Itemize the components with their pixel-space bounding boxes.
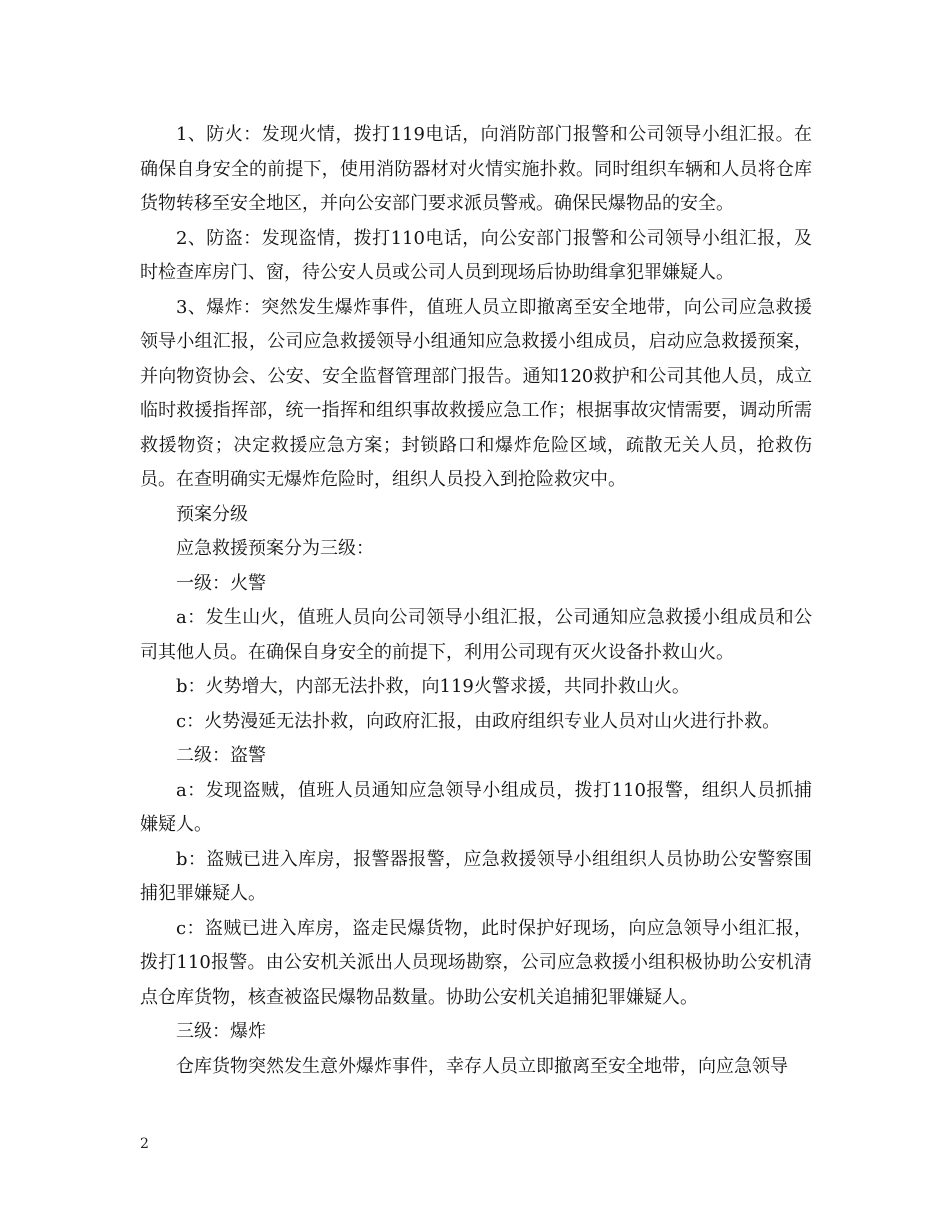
fire-item-b: b：火势增大，内部无法扑救，向119火警求援，共同扑救山火。 bbox=[176, 676, 690, 697]
document-body bbox=[140, 118, 812, 1084]
theft-item-c: c：盗贼已进入库房，盗走民爆货物，此时保护好现场，向应急领导小组汇报，拨打110报警。由公安机关派出人员现场勘察，公司应急救援小组积极协助公安机清点仓库货物，核查被盗民爆物品数量。协助公安机关追捕犯罪嫌疑人。 bbox=[140, 917, 812, 1008]
theft-item-a: a：发现盗贼，值班人员通知应急领导小组成员，拨打110报警，组织人员抓捕嫌疑人。 bbox=[140, 779, 812, 835]
fire-item-a: a：发生山火，值班人员向公司领导小组汇报，公司通知应急救援小组成员和公司其他人员。在确保自身安全的前提下，利用公司现有灭火设备扑救山火。 bbox=[140, 607, 812, 663]
explosion-item: 仓库货物突然发生意外爆炸事件，幸存人员立即撤离至安全地带，向应急领导 bbox=[176, 1055, 788, 1077]
paragraph-three-levels: 应急救援预案分为三级： bbox=[176, 538, 374, 559]
level-heading-fire: 一级：火警 bbox=[176, 572, 266, 594]
level-heading-theft: 二级：盗警 bbox=[176, 745, 266, 766]
section-heading-plan-levels: 预案分级 bbox=[176, 503, 248, 525]
theft-item-b: b：盗贼已进入库房，报警器报警，应急救援领导小组组织人员协助公安警察围捕犯罪嫌疑人。 bbox=[140, 848, 812, 904]
paragraph-explosion: 3、爆炸：突然发生爆炸事件，值班人员立即撤离至安全地带，向公司应急救援领导小组汇报，公司应急救援领导小组通知应急救援小组成员，启动应急救援预案，并向物资协会、公安、安全监督管理部门报告。通知120救护和公司其他人员，成立临时救援指挥部，统一指挥和组织事故救援应急工作；根据事故灾情需要，调动所需救援物资；决定救援应急方案；封锁路口和爆炸危险区域，疏散无关人员，抢救伤员。在查明确实无爆炸危险时，组织人员投入到抢险救灾中。 bbox=[140, 296, 812, 490]
paragraph-fire-prevention: 1、防火：发现火情，拨打119电话，向消防部门报警和公司领导小组汇报。在确保自身安全的前提下，使用消防器材对火情实施扑救。同时组织车辆和人员将仓库货物转移至安全地区，并向公安部门要求派员警戒。确保民爆物品的安全。 bbox=[140, 124, 812, 214]
paragraph-theft-prevention: 2、防盗：发现盗情，拨打110电话，向公安部门报警和公司领导小组汇报，及时检查库房门、窗，待公安人员或公司人员到现场后协助缉拿犯罪嫌疑人。 bbox=[140, 227, 812, 283]
level-heading-explosion: 三级：爆炸 bbox=[176, 1021, 266, 1042]
fire-item-c: c：火势漫延无法扑救，向政府汇报，由政府组织专业人员对山火进行扑救。 bbox=[176, 710, 781, 732]
page-number: 2 bbox=[140, 1136, 149, 1152]
